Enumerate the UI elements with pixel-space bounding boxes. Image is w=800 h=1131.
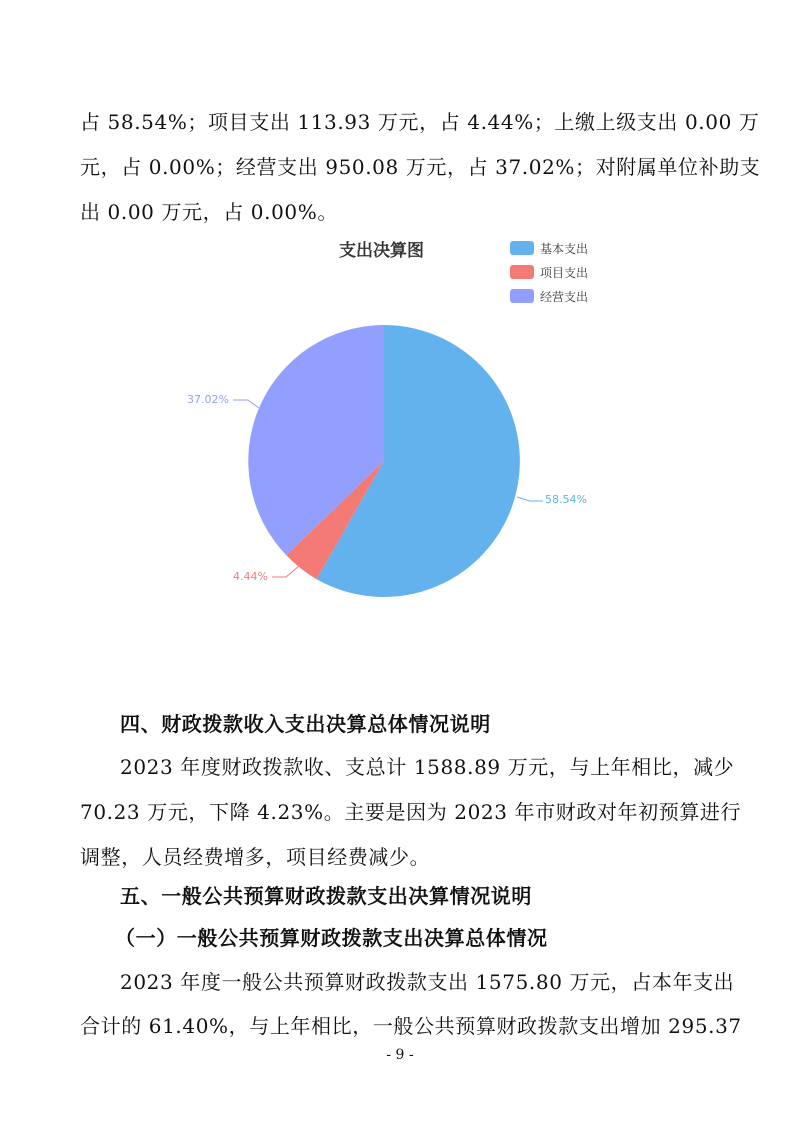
- text-line: 合计的 61.40%，与上年相比，一般公共预算财政拨款支出增加 295.37: [80, 1014, 742, 1038]
- subsection-heading: （一）一般公共预算财政拨款支出决算总体情况: [115, 926, 548, 950]
- text-line: 调整，人员经费增多，项目经费减少。: [80, 845, 431, 869]
- text-line: 出 0.00 万元，占 0.00%。: [80, 200, 338, 224]
- text-line: 70.23 万元，下降 4.23%。主要是因为 2023 年市财政对年初预算进行: [80, 800, 742, 824]
- legend-label: 经营支出: [540, 289, 589, 304]
- pie-label-basic: 58.54%: [545, 493, 587, 506]
- pie-label-project: 4.44%: [233, 570, 268, 583]
- page-number: - 9 -: [386, 1047, 414, 1063]
- legend-label: 项目支出: [540, 265, 589, 280]
- text-line: 2023 年度财政拨款收、支总计 1588.89 万元，与上年相比，减少: [120, 755, 735, 779]
- section-heading: 五、一般公共预算财政拨款支出决算情况说明: [120, 884, 532, 908]
- section-heading: 四、财政拨款收入支出决算总体情况说明: [120, 712, 491, 736]
- text-line: 2023 年度一般公共预算财政拨款支出 1575.80 万元，占本年支出: [120, 970, 735, 994]
- text-line: 元，占 0.00%；经营支出 950.08 万元，占 37.02%；对附属单位补助支: [80, 155, 761, 179]
- text-line: 占 58.54%；项目支出 113.93 万元，占 4.44%；上缴上级支出 0.00 万: [80, 110, 760, 134]
- label-line-project: [272, 566, 299, 577]
- pie-label-operating: 37.02%: [187, 393, 229, 406]
- chart-title: 支出决算图: [339, 241, 424, 261]
- label-line-basic: [517, 497, 543, 501]
- label-line-operating: [233, 400, 259, 408]
- legend-label: 基本支出: [540, 241, 589, 256]
